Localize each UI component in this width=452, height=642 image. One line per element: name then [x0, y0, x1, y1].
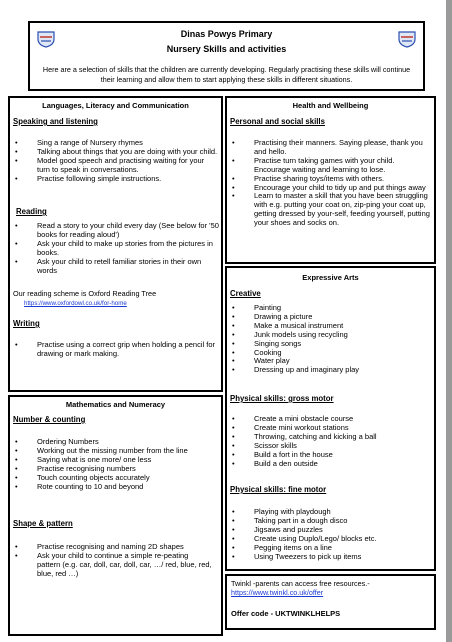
fine-motor-list [230, 508, 432, 561]
list-item: • Rote counting to 10 and beyond [13, 483, 219, 492]
list-item: • Playing with playdough [230, 508, 432, 517]
list-item: • Scissor skills [230, 442, 432, 451]
section-title: Health and Wellbeing [292, 101, 369, 110]
subheading: Personal and social skills [230, 117, 325, 126]
list-item: • Practise using a correct grip when holding a pencil for drawing or mark making. [13, 341, 219, 359]
reading-scheme: Our reading scheme is Oxford Reading Tree [13, 289, 157, 298]
list-item: • Pegging items on a line [230, 544, 432, 553]
offer-code: Offer code - UKTWINKLHELPS [231, 609, 341, 618]
list-item: • Learn to master a skill that you have been struggling with e.g. putting your coat on, zip-ping your coat up, getting dressed by your-self, feeding yourself, putting your shoes and socks on. [230, 192, 432, 228]
list-item: • Talking about things that you are doing with your child. [13, 148, 219, 157]
reading-scheme-link[interactable]: https://www.oxfordowl.co.uk/for-home [24, 300, 127, 307]
list-item: • Taking part in a dough disco [230, 517, 432, 526]
section-title: Mathematics and Numeracy [65, 400, 166, 409]
list-item: • Throwing, catching and kicking a ball [230, 433, 432, 442]
list-item: • Build a fort in the house [230, 451, 432, 460]
list-item: • Read a story to your child every day (See below for '50 books for reading aloud') [13, 222, 219, 240]
personal-list [230, 139, 432, 228]
subheading: Reading [16, 207, 47, 216]
maths-box [8, 395, 223, 636]
section-title: Languages, Literacy and Communication [42, 101, 189, 110]
list-item: • Singing songs [230, 340, 432, 349]
school-name: Dinas Powys Primary [180, 29, 273, 39]
list-item: • Build a den outside [230, 460, 432, 469]
list-item: • Working out the missing number from the line [13, 447, 219, 456]
list-item: • Practise recognising numbers [13, 465, 219, 474]
list-item: • Model good speech and practising waiting for your turn to speak in conversations. [13, 157, 219, 175]
twinkl-text [231, 579, 431, 597]
list-item: • Create using Duplo/Lego/ blocks etc. [230, 535, 432, 544]
list-item: • Ordering Numbers [13, 438, 219, 447]
page-edge [446, 0, 452, 642]
list-item: • Ask your child to continue a simple re-peating pattern (e.g. car, doll, car, doll, car, …/ red, blue, red, blue, red …) [13, 552, 213, 579]
list-item: • Sing a range of Nursery rhymes [13, 139, 219, 148]
list-item: • Dressing up and imaginary play [230, 366, 432, 375]
number-list [13, 438, 219, 491]
twinkl-description: Twinkl -parents can access free resources.- [231, 579, 370, 588]
list-item: • Make a musical instrument [230, 322, 432, 331]
list-item: • Practise turn taking games with your child. Encourage waiting and learning to lose. [230, 157, 432, 175]
list-item: • Jigsaws and puzzles [230, 526, 432, 535]
creative-list [230, 304, 432, 375]
list-item: • Saying what is one more/ one less [13, 456, 219, 465]
list-item: • Using Tweezers to pick up items [230, 553, 432, 562]
list-item: • Water play [230, 357, 432, 366]
list-item: • Create mini workout stations [230, 424, 432, 433]
language-box [8, 96, 223, 392]
subheading: Physical skills: gross motor [230, 394, 334, 403]
list-item: • Touch counting objects accurately [13, 474, 219, 483]
subheading: Writing [13, 319, 40, 328]
twinkl-offer-link[interactable]: https://www.twinkl.co.uk/offer [231, 588, 324, 597]
reading-list [13, 222, 219, 275]
subheading: Physical skills: fine motor [230, 485, 327, 494]
list-item: • Practising their manners. Saying please, thank you and hello. [230, 139, 432, 157]
twinkl-box [225, 574, 436, 630]
intro-text: Here are a selection of skills that the children are currently developing. Regularly practising these skills will continue their learning and allow them to start applying these skills in different situations. [42, 65, 411, 84]
list-item: • Ask your child to make up stories from the pictures in books. [13, 240, 219, 258]
header-box [28, 21, 425, 91]
shape-list [13, 543, 213, 579]
list-item: • Practise following simple instructions. [13, 175, 219, 184]
list-item: • Painting [230, 304, 432, 313]
list-item: • Encourage your child to tidy up and put things away [230, 184, 432, 193]
gross-motor-list [230, 415, 432, 468]
subheading: Creative [230, 289, 261, 298]
list-item: • Junk models using recycling [230, 331, 432, 340]
subheading: Number & counting [13, 415, 86, 424]
list-item: • Practise recognising and naming 2D shapes [13, 543, 213, 552]
speaking-list [13, 139, 219, 184]
section-title: Expressive Arts [302, 273, 359, 282]
list-item: • Practise sharing toys/items with others. [230, 175, 432, 184]
list-item: • Ask your child to retell familiar stories in their own words [13, 258, 219, 276]
writing-list [13, 341, 219, 359]
subheading: Shape & pattern [13, 519, 73, 528]
list-item: • Create a mini obstacle course [230, 415, 432, 424]
health-box [225, 96, 436, 264]
list-item: • Cooking [230, 349, 432, 358]
subheading: Speaking and listening [13, 117, 98, 126]
arts-box [225, 266, 436, 571]
page-title: Nursery Skills and activities [166, 44, 287, 54]
list-item: • Drawing a picture [230, 313, 432, 322]
